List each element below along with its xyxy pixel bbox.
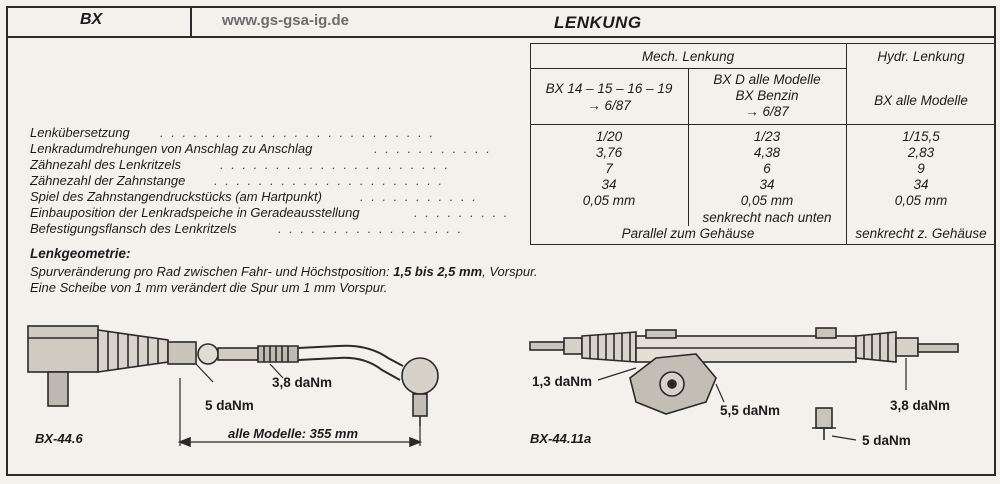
- table-divider-header: [530, 124, 996, 125]
- leader-dots: . . . . . . . . . . . . . . . . . . . . .: [220, 157, 451, 172]
- torque-label: 1,3 daNm: [532, 374, 593, 389]
- row-label: Lenkübersetzung: [30, 125, 130, 140]
- value-cell: 1/20: [595, 129, 623, 144]
- row-label: Zähnezahl der Zahnstange: [30, 173, 186, 188]
- value-cell: 1/15,5: [902, 129, 940, 144]
- geometry-line-1: Spurveränderung pro Rad zwischen Fahr- und Höchstposition: 1,5 bis 2,5 mm, Vorspur.: [30, 264, 538, 279]
- leader-dots: . . . . . . . . . . . . . . . . . . . . . . . . .: [160, 125, 435, 140]
- torque-label: 5,5 daNm: [720, 403, 781, 418]
- row-label: Einbauposition der Lenkradspeiche in Geradeausstellung: [30, 205, 360, 220]
- leader-dots: . . . . . . . . . . . . . . . . .: [278, 221, 464, 236]
- leader-dots: . . . . . . . . .: [414, 205, 510, 220]
- col3-heading: BX alle Modelle: [874, 93, 968, 108]
- value-cell: 0,05 mm: [894, 193, 948, 208]
- row-label: Befestigungsflansch des Lenkritzels: [30, 221, 237, 236]
- value-cell: senkrecht z. Gehäuse: [855, 226, 987, 241]
- value-cell-span: senkrecht nach unten: [702, 210, 832, 225]
- value-cell: 4,38: [753, 145, 781, 160]
- header-divider: [6, 36, 996, 38]
- section-title: LENKUNG: [554, 13, 642, 32]
- value-cell: 0,05 mm: [740, 193, 794, 208]
- leader-dots: . . . . . . . . . . .: [360, 189, 478, 204]
- figure-id: BX-44.6: [35, 431, 83, 446]
- col2-heading: BX D alle Modelle BX Benzin → 6/87: [713, 72, 821, 119]
- row-label: Lenkradumdrehungen von Anschlag zu Anschlag: [30, 141, 313, 156]
- geometry-line-2: Eine Scheibe von 1 mm verändert die Spur um 1 mm Vorspur.: [30, 280, 388, 295]
- header-vertical-divider: [190, 6, 192, 37]
- value-cell-span: Parallel zum Gehäuse: [621, 226, 755, 241]
- torque-label: 5 daNm: [205, 398, 254, 413]
- value-cell: 9: [917, 161, 925, 176]
- leader-dots: . . . . . . . . . . . . . . . . . . . . .: [214, 173, 445, 188]
- torque-label: 5 daNm: [862, 433, 911, 448]
- value-cell: 0,05 mm: [582, 193, 636, 208]
- website-watermark: www.gs-gsa-ig.de: [222, 12, 349, 29]
- table-divider-group: [530, 68, 846, 69]
- col1-heading: BX 14 – 15 – 16 – 19 → 6/87: [545, 81, 673, 113]
- figure-id: BX-44.11a: [530, 431, 592, 446]
- value-cell: 7: [605, 161, 613, 176]
- value-cell: 34: [601, 177, 617, 192]
- value-cell: 34: [913, 177, 929, 192]
- torque-label: 3,8 daNm: [890, 398, 951, 413]
- leader-dots: . . . . . . . . . . .: [374, 141, 492, 156]
- value-cell: 3,76: [595, 145, 623, 160]
- row-label: Spiel des Zahnstangendruckstücks (am Hartpunkt): [30, 189, 322, 204]
- row-label: Zähnezahl des Lenkritzels: [30, 157, 182, 172]
- value-cell: 2,83: [907, 145, 935, 160]
- steering-rack-illustration: [526, 318, 996, 468]
- value-cell: 34: [759, 177, 775, 192]
- torque-label: 3,8 daNm: [272, 375, 333, 390]
- group-hydr-heading: Hydr. Lenkung: [877, 49, 965, 64]
- model-label: BX: [80, 11, 103, 28]
- table-divider-mech-hydr: [846, 43, 847, 245]
- value-cell: 1/23: [753, 129, 781, 144]
- dimension-label: alle Modelle: 355 mm: [228, 426, 359, 441]
- group-mech-heading: Mech. Lenkung: [641, 49, 735, 64]
- value-cell: 6: [763, 161, 771, 176]
- geometry-title: Lenkgeometrie:: [30, 246, 131, 261]
